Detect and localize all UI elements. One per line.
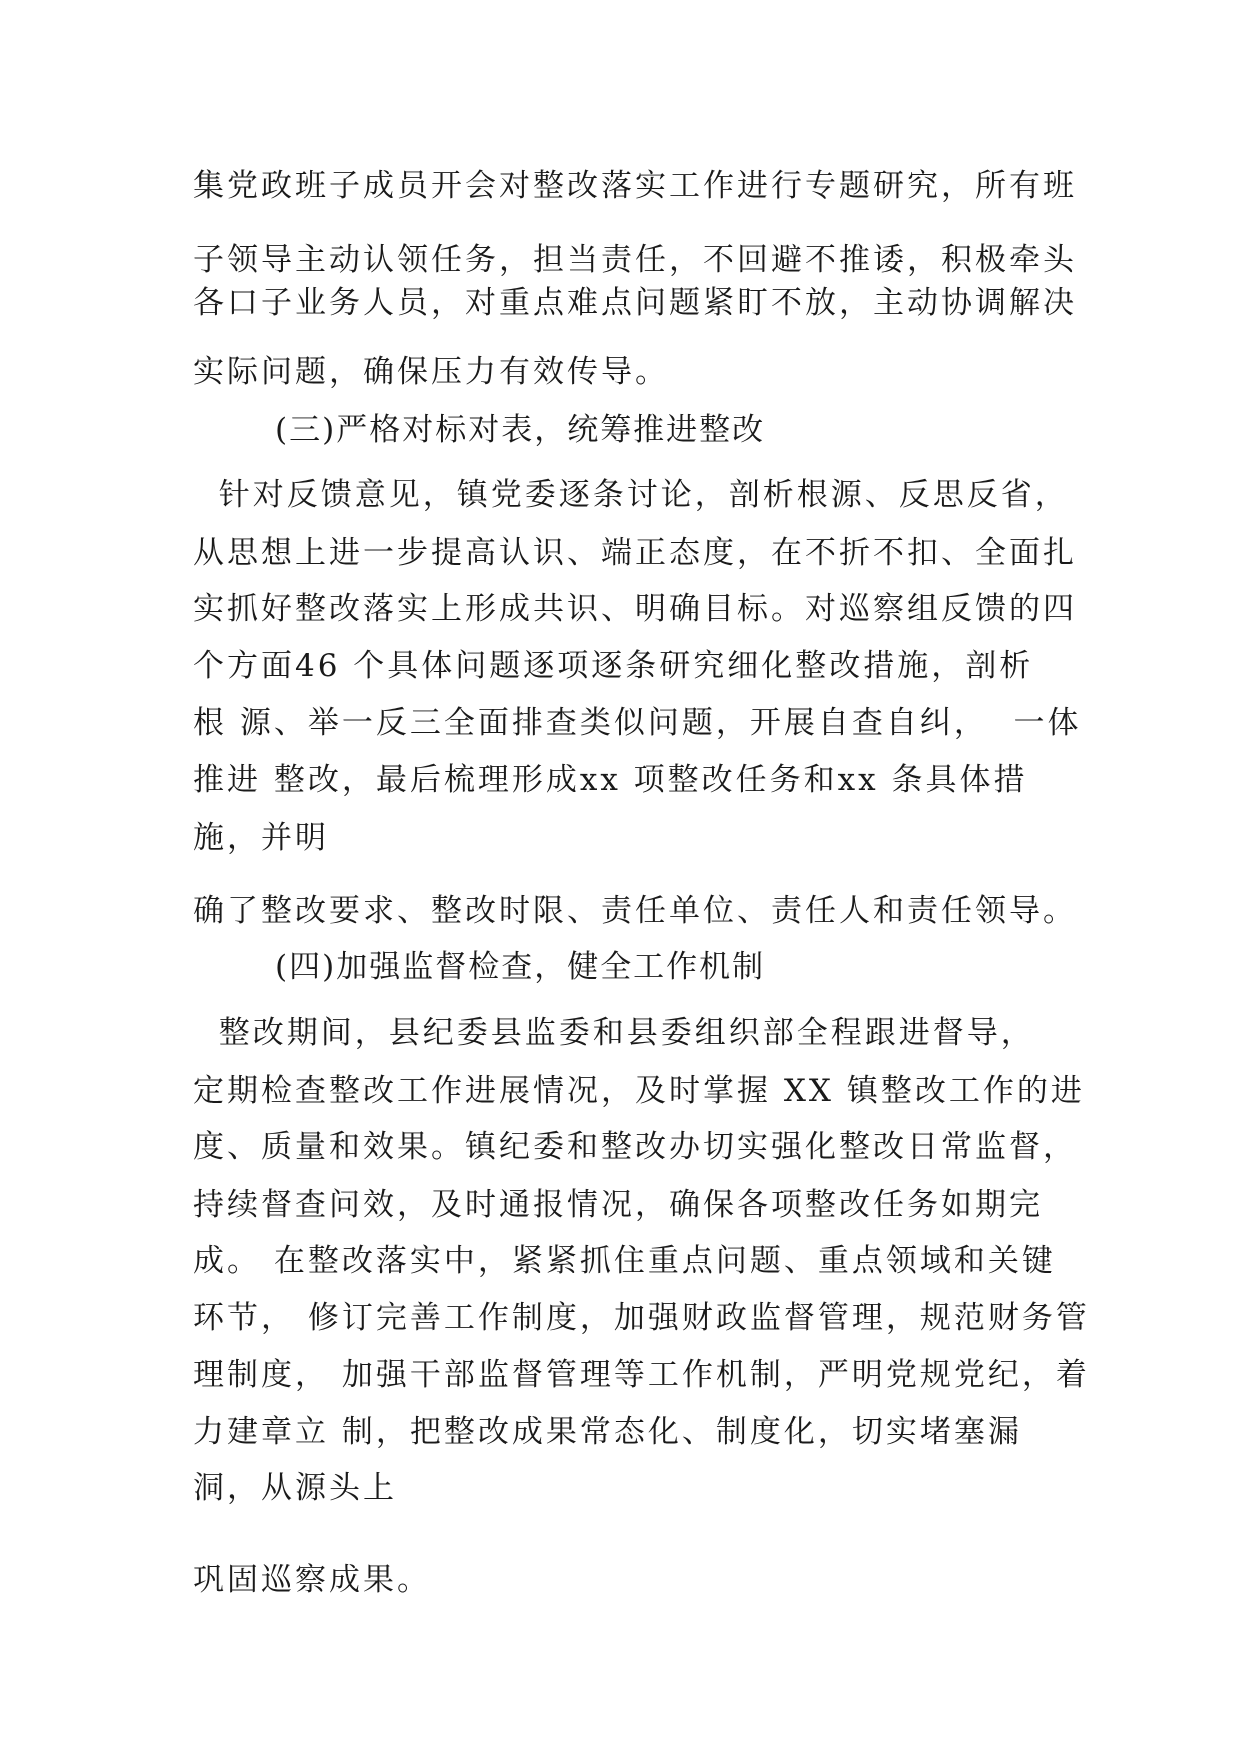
paragraph-line: 整改期间，县纪委县监委和县委组织部全程跟进督导，: [193, 1015, 1035, 1051]
paragraph-line: 根 源、举一反三全面排查类似问题，开展自查自纠， 一体: [193, 705, 1082, 741]
paragraph-line: 针对反馈意见，镇党委逐条讨论，剖析根源、反思反省，: [193, 477, 1069, 513]
paragraph-line: 持续督查问效，及时通报情况，确保各项整改任务如期完: [193, 1187, 1043, 1223]
paragraph-line: 定期检查整改工作进展情况，及时掌握 XX 镇整改工作的进: [193, 1073, 1085, 1109]
paragraph-line: 从思想上进一步提高认识、端正态度，在不折不扣、全面扎: [193, 535, 1077, 571]
paragraph-line: 确了整改要求、整改时限、责任单位、责任人和责任领导。: [193, 893, 1077, 929]
paragraph-line: 成。 在整改落实中，紧紧抓住重点问题、重点领域和关键: [193, 1243, 1056, 1279]
paragraph-line: 个方面46 个具体问题逐项逐条研究细化整改措施，剖析: [193, 648, 1034, 684]
paragraph-line: 洞，从源头上: [193, 1470, 397, 1506]
paragraph-line: 推进 整改，最后梳理形成xx 项整改任务和xx 条具体措: [193, 762, 1028, 798]
paragraph-line: 巩固巡察成果。: [193, 1562, 431, 1598]
paragraph-line: 度、质量和效果。镇纪委和整改办切实强化整改日常监督，: [193, 1129, 1077, 1165]
paragraph-line: 力建章立 制，把整改成果常态化、制度化，切实堵塞漏: [193, 1414, 1022, 1450]
paragraph-line: 理制度， 加强干部监督管理等工作机制，严明党规党纪，着: [193, 1357, 1090, 1393]
paragraph-line: 施，并明: [193, 820, 329, 856]
paragraph-line: 集党政班子成员开会对整改落实工作进行专题研究，所有班: [193, 168, 1077, 204]
section-heading-3: (三)严格对标对表，统筹推进整改: [275, 412, 766, 448]
paragraph-line: 环节， 修订完善工作制度，加强财政监督管理，规范财务管: [193, 1300, 1090, 1336]
paragraph-line: 实抓好整改落实上形成共识、明确目标。对巡察组反馈的四: [193, 591, 1077, 627]
section-heading-4: (四)加强监督检查，健全工作机制: [275, 949, 766, 985]
paragraph-line: 实际问题，确保压力有效传导。: [193, 354, 669, 390]
paragraph-line: 子领导主动认领任务，担当责任，不回避不推诿，积极牵头: [193, 242, 1077, 278]
paragraph-line: 各口子业务人员，对重点难点问题紧盯不放，主动协调解决: [193, 285, 1077, 321]
